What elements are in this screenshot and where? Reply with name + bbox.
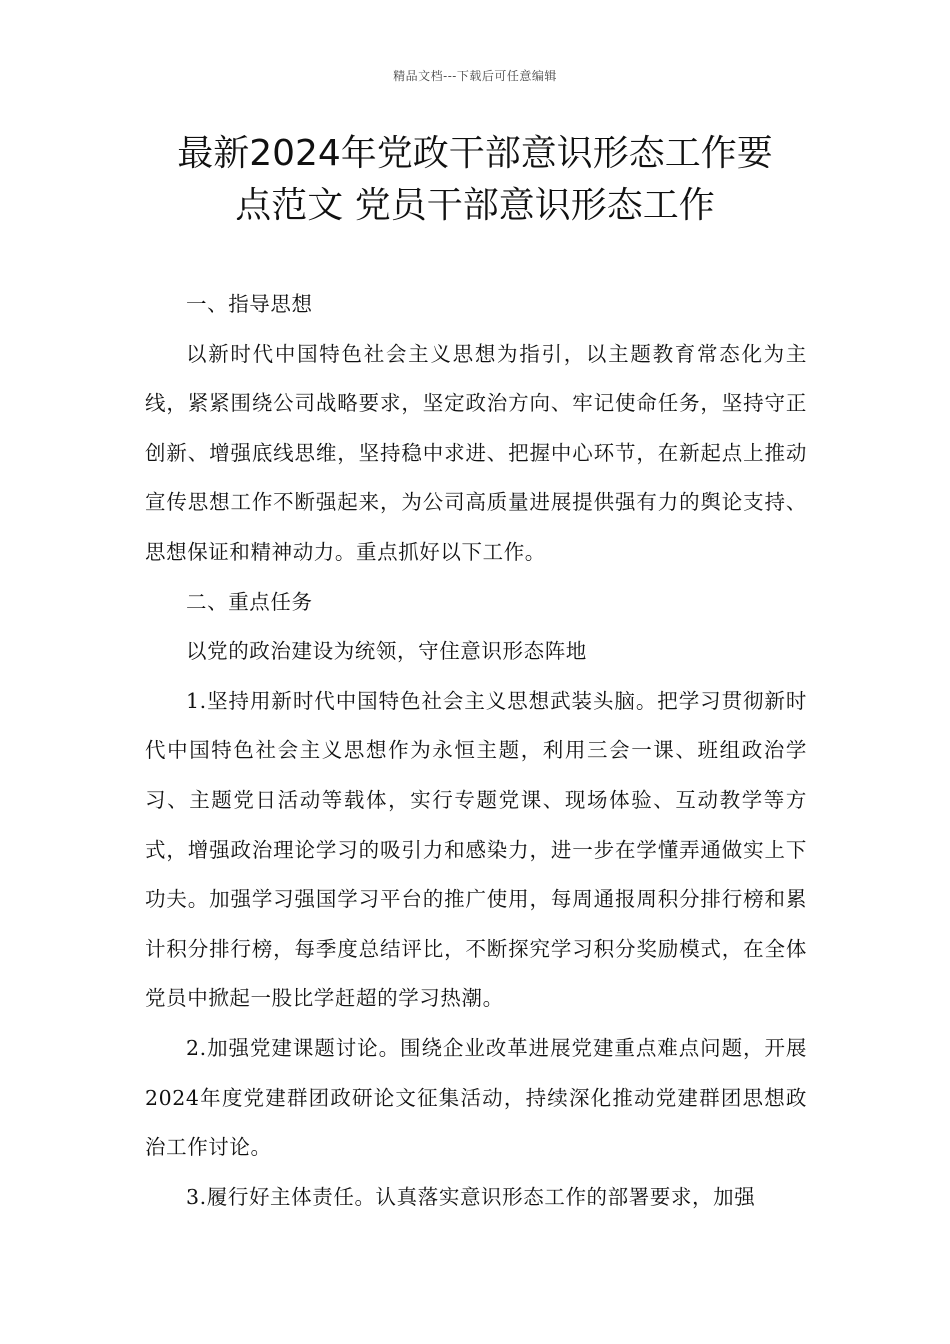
paragraph-item-3: 3.履行好主体责任。认真落实意识形态工作的部署要求，加强 (186, 1184, 756, 1209)
paragraph-item-1: 1.坚持用新时代中国特色社会主义思想武装头脑。把学习贯彻新时代中国特色社会主义思想作为永恒主题，利用三会一课、班组政治学习、主题党日活动等载体，实行专题党课、现场体验、互动教学等方式，增强政治理论学习的吸引力和感染力，进一步在学懂弄通做实上下功夫。加强学习强国学习平台的推广使用，每周通报周积分排行榜和累计积分排行榜，每季度总结评比，不断探究学习积分奖励模式，在全体党员中掀起一股比学赶超的学习热潮。 (145, 688, 807, 1011)
title-line-2: 点范文 党员干部意识形态工作 (235, 185, 715, 226)
subheading-political-construction: 以党的政治建设为统领，守住意识形态阵地 (186, 639, 587, 664)
title-line-1: 最新2024年党政干部意识形态工作要 (177, 133, 773, 174)
document-body (145, 280, 807, 1222)
section-heading-guiding-ideology: 一、指导思想 (186, 292, 313, 316)
header-note: 精品文档---下载后可任意编辑 (393, 69, 557, 83)
paragraph-item-2: 2.加强党建课题讨论。围绕企业改革进展党建重点难点问题，开展2024年度党建群团政研论文征集活动，持续深化推动党建群团思想政治工作讨论。 (145, 1035, 807, 1160)
document-title (120, 128, 830, 232)
section-heading-key-tasks: 二、重点任务 (186, 589, 313, 614)
paragraph-guiding-ideology: 以新时代中国特色社会主义思想为指引，以主题教育常态化为主线，紧紧围绕公司战略要求，坚定政治方向、牢记使命任务，坚持守正创新、增强底线思维，坚持稳中求进、把握中心环节，在新起点上推动宣传思想工作不断强起来，为公司高质量进展提供强有力的舆论支持、思想保证和精神动力。重点抓好以下工作。 (145, 341, 807, 564)
